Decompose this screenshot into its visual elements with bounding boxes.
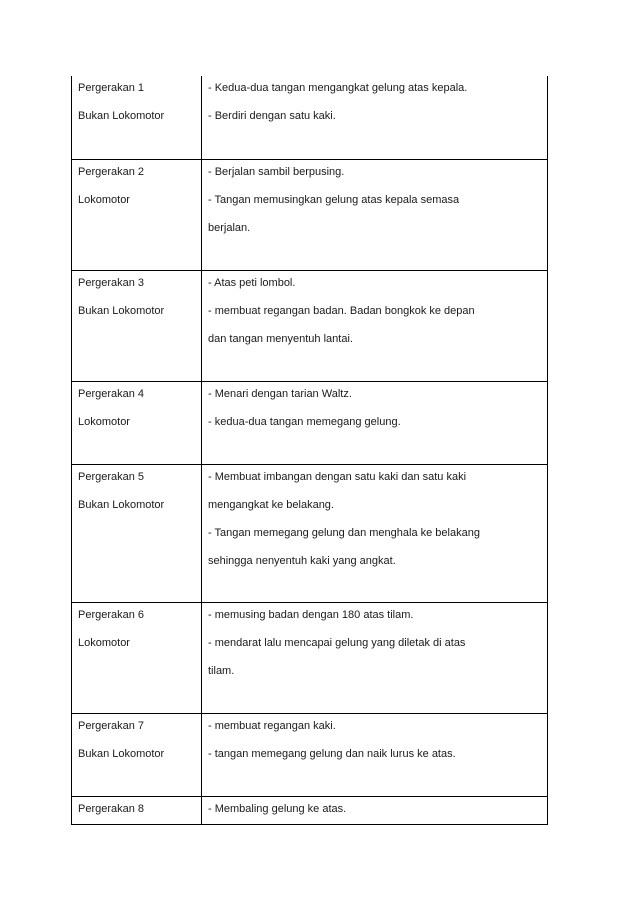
description-line: - Kedua-dua tangan mengangkat gelung atas kepala. [208, 82, 468, 94]
table-row [72, 381, 547, 464]
description-line: - Membaling gelung ke atas. [208, 803, 347, 815]
movement-description-cell [202, 271, 547, 381]
movement-label-cell [72, 714, 202, 796]
movement-title: Pergerakan 7 [78, 720, 145, 732]
movement-title: Pergerakan 5 [78, 471, 145, 483]
movement-description-cell [202, 465, 547, 602]
table-row [72, 602, 547, 713]
movement-title: Pergerakan 8 [78, 803, 145, 815]
description-line: - Menari dengan tarian Waltz. [208, 388, 352, 400]
description-line: - membuat regangan badan. Badan bongkok ke depan [208, 305, 475, 317]
movement-description-cell [202, 797, 547, 824]
description-line: tilam. [208, 665, 235, 677]
movement-type: Lokomotor [78, 416, 130, 428]
table-row [72, 159, 547, 270]
description-line: - Tangan memegang gelung dan menghala ke belakang [208, 527, 480, 539]
movement-type: Lokomotor [78, 637, 130, 649]
description-line: - memusing badan dengan 180 atas tilam. [208, 609, 414, 621]
table-row [72, 713, 547, 796]
description-line: - Berdiri dengan satu kaki. [208, 110, 336, 122]
movement-title: Pergerakan 1 [78, 82, 145, 94]
table-row [72, 464, 547, 602]
description-line: berjalan. [208, 222, 251, 234]
movement-title: Pergerakan 6 [78, 609, 145, 621]
description-line: - Berjalan sambil berpusing. [208, 166, 345, 178]
movement-description-cell [202, 603, 547, 713]
movement-label-cell [72, 160, 202, 270]
description-line: - kedua-dua tangan memegang gelung. [208, 416, 401, 428]
description-line: - Tangan memusingkan gelung atas kepala semasa [208, 194, 460, 206]
movement-label-cell [72, 465, 202, 602]
description-line: - Atas peti lombol. [208, 277, 296, 289]
movement-type: Bukan Lokomotor [78, 110, 165, 122]
movement-description-cell [202, 160, 547, 270]
description-line: dan tangan menyentuh lantai. [208, 333, 353, 345]
movement-type: Lokomotor [78, 194, 130, 206]
table-row [72, 76, 547, 159]
description-line: - mendarat lalu mencapai gelung yang diletak di atas [208, 637, 466, 649]
movement-label-cell [72, 382, 202, 464]
movement-type: Bukan Lokomotor [78, 305, 165, 317]
movement-table [71, 76, 548, 825]
movement-title: Pergerakan 2 [78, 166, 145, 178]
movement-title: Pergerakan 3 [78, 277, 145, 289]
movement-type: Bukan Lokomotor [78, 748, 165, 760]
table-row [72, 796, 547, 824]
movement-type: Bukan Lokomotor [78, 499, 165, 511]
description-line: sehingga nenyentuh kaki yang angkat. [208, 555, 396, 567]
description-line: - tangan memegang gelung dan naik lurus ke atas. [208, 748, 456, 760]
description-line: - Membuat imbangan dengan satu kaki dan satu kaki [208, 471, 467, 483]
description-line: mengangkat ke belakang. [208, 499, 334, 511]
movement-label-cell [72, 271, 202, 381]
movement-description-cell [202, 76, 547, 159]
movement-label-cell [72, 797, 202, 824]
movement-label-cell [72, 603, 202, 713]
movement-description-cell [202, 382, 547, 464]
description-line: - membuat regangan kaki. [208, 720, 336, 732]
movement-description-cell [202, 714, 547, 796]
table-row [72, 270, 547, 381]
movement-title: Pergerakan 4 [78, 388, 145, 400]
movement-label-cell [72, 76, 202, 159]
